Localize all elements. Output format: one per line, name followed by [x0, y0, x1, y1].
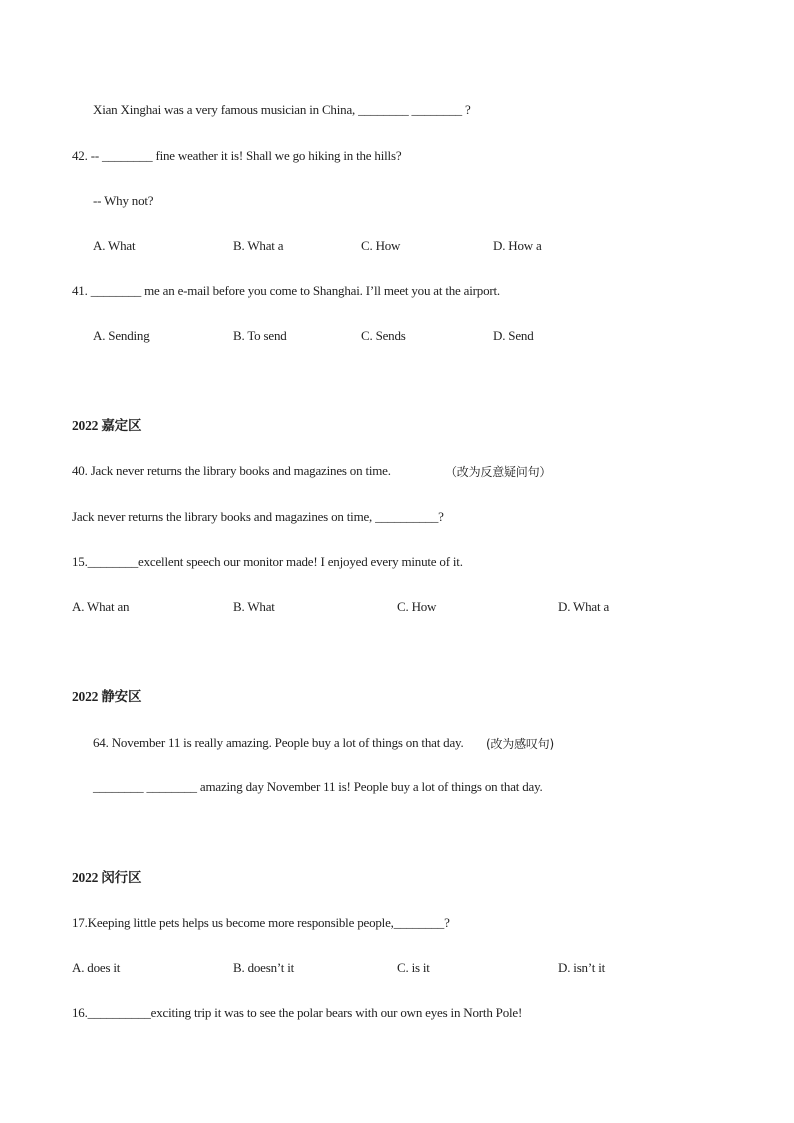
question-42: 42. -- ________ fine weather it is! Shall we go hiking in the hills? — [72, 148, 402, 163]
question-40-instruction: （改为反意疑问句） — [445, 465, 552, 479]
question-15: 15.________excellent speech our monitor made! I enjoyed every minute of it. — [72, 554, 463, 569]
option-a: A. What — [93, 238, 136, 253]
option-c: C. is it — [397, 960, 430, 975]
question-text: Xian Xinghai was a very famous musician in China, ________ ________ ? — [93, 102, 471, 117]
option-c: C. How — [361, 238, 401, 253]
question-42-reply: -- Why not? — [93, 193, 154, 208]
question-41: 41. ________ me an e-mail before you come to Shanghai. I’ll meet you at the airport. — [72, 283, 500, 298]
option-d: D. How a — [493, 238, 542, 253]
options-row-42 — [0, 238, 794, 254]
question-64-answer-line: ________ ________ amazing day November 11 is! People buy a lot of things on that day. — [93, 779, 543, 794]
option-a: A. What an — [72, 599, 130, 614]
option-b: B. To send — [233, 328, 287, 343]
options-row-41 — [0, 328, 794, 344]
options-row-15 — [0, 599, 794, 615]
section-heading-jingan: 2022 静安区 — [72, 689, 142, 704]
option-b: B. doesn’t it — [233, 960, 295, 975]
question-40: 40. Jack never returns the library books and magazines on time. — [72, 463, 391, 478]
section-heading-jiading: 2022 嘉定区 — [72, 418, 142, 433]
question-40-answer-line: Jack never returns the library books and magazines on time, __________? — [72, 509, 444, 524]
option-b: B. What a — [233, 238, 284, 253]
question-17: 17.Keeping little pets helps us become more responsible people,________? — [72, 915, 450, 930]
option-a: A. Sending — [93, 328, 150, 343]
question-64: 64. November 11 is really amazing. People buy a lot of things on that day. — [93, 735, 464, 750]
option-c: C. How — [397, 599, 437, 614]
option-c: C. Sends — [361, 328, 406, 343]
option-b: B. What — [233, 599, 275, 614]
option-d: D. Send — [493, 328, 534, 343]
options-row-17 — [0, 960, 794, 976]
option-d: D. What a — [558, 599, 610, 614]
section-heading-minhang: 2022 闵行区 — [72, 870, 142, 885]
option-d: D. isn’t it — [558, 960, 606, 975]
question-16: 16.__________exciting trip it was to see the polar bears with our own eyes in North Pole! — [72, 1005, 523, 1020]
question-64-instruction: (改为感叹句) — [486, 737, 554, 751]
option-a: A. does it — [72, 960, 121, 975]
